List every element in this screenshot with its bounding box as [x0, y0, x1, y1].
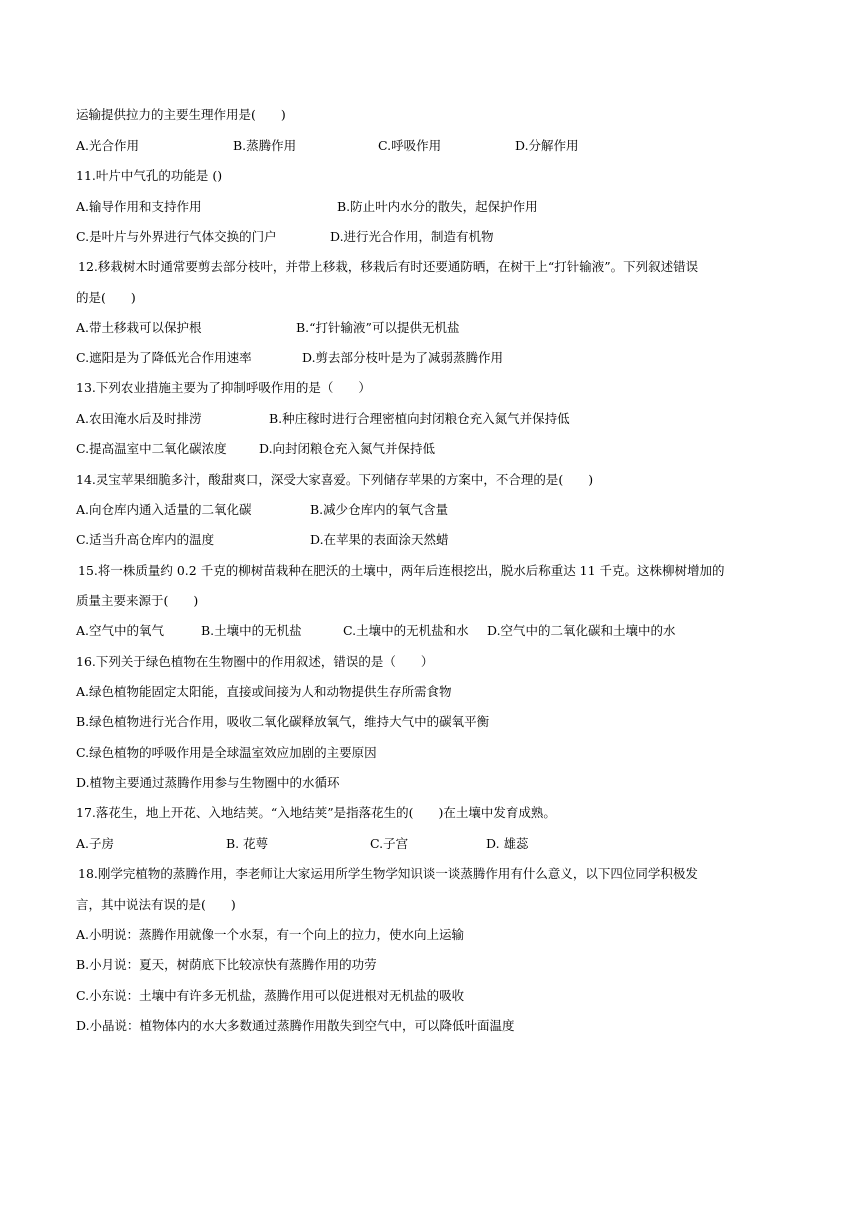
q16-option-a: A.绿色植物能固定太阳能，直接或间接为人和动物提供生存所需食物: [76, 684, 452, 699]
question-18: 18.刚学完植物的蒸腾作用，李老师让大家运用所学生物学知识谈一谈蒸腾作用有什么意义，以下四位同学积极发: [78, 866, 698, 881]
q16-option-d: D.植物主要通过蒸腾作用参与生物圈中的水循环: [76, 775, 340, 790]
option-a: A.光合作用: [76, 138, 140, 153]
option-c: C.子宫: [370, 836, 409, 851]
option-b: B.蒸腾作用: [233, 138, 297, 153]
option-b: B.种庄稼时进行合理密植向封闭粮仓充入氮气并保持低: [269, 411, 570, 426]
q16-option-c: C.绿色植物的呼吸作用是全球温室效应加剧的主要原因: [76, 745, 377, 760]
question-15-cont: 质量主要来源于( ): [76, 593, 199, 608]
option-d: D.空气中的二氧化碳和土壤中的水: [487, 623, 676, 638]
question-11: 11.叶片中气孔的功能是 (): [76, 168, 223, 183]
option-a: A.向仓库内通入适量的二氧化碳: [76, 502, 252, 517]
q16-option-b: B.绿色植物进行光合作用，吸收二氧化碳释放氧气，维持大气中的碳氧平衡: [76, 714, 490, 729]
option-a: A.带土移栽可以保护根: [76, 320, 202, 335]
option-c: C.提高温室中二氧化碳浓度: [76, 441, 227, 456]
option-a: A.空气中的氧气: [76, 623, 165, 638]
option-d: D. 雄蕊: [486, 836, 529, 851]
option-c: C.适当升高仓库内的温度: [76, 532, 215, 547]
question-12-cont: 的是( ): [76, 290, 136, 305]
option-d: D.分解作用: [515, 138, 579, 153]
option-b: B.防止叶内水分的散失，起保护作用: [337, 199, 538, 214]
question-13: 13.下列农业措施主要为了抑制呼吸作用的是（ ）: [76, 380, 371, 395]
option-c: C.遮阳是为了降低光合作用速率: [76, 350, 252, 365]
question-17: 17.落花生，地上开花、入地结荚。“入地结荚”是指落花生的( )在土壤中发育成熟。: [76, 805, 556, 820]
option-a: A.输导作用和支持作用: [76, 199, 202, 214]
option-c: C.呼吸作用: [378, 138, 442, 153]
option-d: D.剪去部分枝叶是为了减弱蒸腾作用: [302, 350, 504, 365]
q18-option-c: C.小东说：土壤中有许多无机盐，蒸腾作用可以促进根对无机盐的吸收: [76, 988, 465, 1003]
question-continuation: 运输提供拉力的主要生理作用是( ): [76, 107, 286, 122]
question-18-cont: 言，其中说法有误的是( ): [76, 897, 236, 912]
q18-option-a: A.小明说：蒸腾作用就像一个水泵，有一个向上的拉力，使水向上运输: [76, 927, 465, 942]
option-d: D.向封闭粮仓充入氮气并保持低: [259, 441, 436, 456]
option-b: B.“打针输液”可以提供无机盐: [296, 320, 460, 335]
option-b: B.减少仓库内的氧气含量: [310, 502, 449, 517]
question-16: 16.下列关于绿色植物在生物圈中的作用叙述，错误的是（ ）: [76, 654, 434, 669]
option-d: D.在苹果的表面涂天然蜡: [310, 532, 449, 547]
option-a: A.子房: [76, 836, 115, 851]
question-14: 14.灵宝苹果细脆多汁，酸甜爽口，深受大家喜爱。下列储存苹果的方案中，不合理的是( ): [76, 472, 594, 487]
option-c: C.是叶片与外界进行气体交换的门户: [76, 229, 277, 244]
question-12: 12.移栽树木时通常要剪去部分枝叶，并带上移栽，移栽后有时还要通防晒，在树干上“打针输液”。下列叙述错误: [78, 259, 699, 274]
q18-option-d: D.小晶说：植物体内的水大多数通过蒸腾作用散失到空气中，可以降低叶面温度: [76, 1018, 515, 1033]
option-a: A.农田淹水后及时排涝: [76, 411, 202, 426]
option-b: B. 花萼: [226, 836, 269, 851]
option-d: D.进行光合作用，制造有机物: [330, 229, 494, 244]
option-b: B.土壤中的无机盐: [201, 623, 302, 638]
q18-option-b: B.小月说：夏天，树荫底下比较凉快有蒸腾作用的功劳: [76, 957, 377, 972]
question-15: 15.将一株质量约 0.2 千克的柳树苗栽种在肥沃的土壤中，两年后连根挖出，脱水后称重达 11 千克。这株柳树增加的: [78, 563, 725, 578]
option-c: C.土壤中的无机盐和水: [343, 623, 469, 638]
